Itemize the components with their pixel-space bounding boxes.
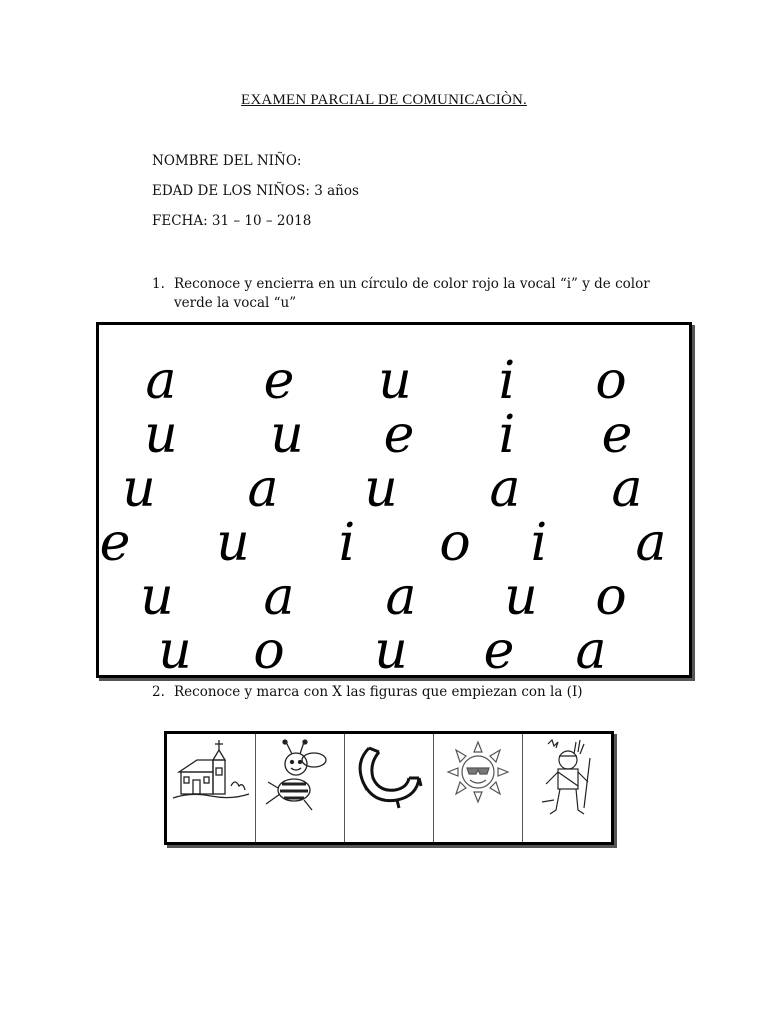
vowel-letter[interactable]: u	[216, 513, 250, 573]
question-2-text: Reconoce y marca con X las figuras que empiezan con la (I)	[174, 684, 583, 700]
vowel-letter[interactable]: o	[253, 621, 285, 681]
vowel-letter[interactable]: u	[504, 567, 538, 627]
figure-strip	[164, 731, 614, 845]
figure-cell-sun[interactable]	[434, 734, 523, 842]
vowel-letter[interactable]: o	[439, 513, 471, 573]
vowel-letter[interactable]: u	[364, 459, 398, 519]
question-1-number: 1.	[152, 276, 165, 292]
vowel-letter[interactable]: i	[530, 513, 548, 573]
question-2-number: 2.	[152, 684, 165, 700]
vowel-grid	[96, 322, 692, 681]
figure-cell-native[interactable]	[523, 734, 611, 842]
vowel-letter[interactable]: o	[595, 351, 627, 411]
vowel-letter[interactable]: u	[144, 405, 178, 465]
vowel-letter[interactable]: a	[611, 459, 643, 519]
age-label: EDAD DE LOS NIÑOS: 3 años	[152, 183, 359, 199]
vowel-letter[interactable]: e	[263, 351, 295, 411]
figure-cell-church[interactable]	[167, 734, 256, 842]
vowel-letter[interactable]: e	[99, 513, 131, 573]
vowel-letter[interactable]: a	[145, 351, 177, 411]
church-icon	[171, 738, 251, 802]
bee-icon	[260, 738, 340, 814]
vowel-letter[interactable]: a	[263, 567, 295, 627]
question-1-line-1: Reconoce y encierra en un círculo de color rojo la vocal “i” y de color	[174, 276, 650, 292]
vowel-letter[interactable]: a	[247, 459, 279, 519]
child-name-label: NOMBRE DEL NIÑO:	[152, 153, 302, 169]
vowel-letter[interactable]: a	[635, 513, 667, 573]
figure-cell-bee[interactable]	[256, 734, 345, 842]
figure-cell-magnet[interactable]	[345, 734, 434, 842]
vowel-letter[interactable]: u	[270, 405, 304, 465]
vowel-letter[interactable]: u	[122, 459, 156, 519]
vowel-letter[interactable]: i	[498, 405, 516, 465]
vowel-letter[interactable]: o	[595, 567, 627, 627]
vowel-letter[interactable]: a	[385, 567, 417, 627]
question-1	[152, 275, 650, 313]
vowel-letter[interactable]: e	[601, 405, 633, 465]
native-figure-icon	[532, 738, 602, 828]
vowel-letter[interactable]: a	[489, 459, 521, 519]
magnet-icon	[349, 738, 429, 810]
question-1-line-2: verde la vocal “u”	[174, 295, 297, 311]
vowel-letter[interactable]: i	[338, 513, 356, 573]
date-label: FECHA: 31 – 10 – 2018	[152, 213, 312, 229]
exam-title: EXAMEN PARCIAL DE COMUNICACIÒN.	[241, 92, 527, 108]
vowel-letter[interactable]: a	[575, 621, 607, 681]
vowel-letter[interactable]: u	[140, 567, 174, 627]
vowel-letter[interactable]: e	[483, 621, 515, 681]
vowel-letter[interactable]: i	[498, 351, 516, 411]
vowel-letter[interactable]: e	[383, 405, 415, 465]
vowel-letter[interactable]: u	[374, 621, 408, 681]
vowel-letter[interactable]: u	[378, 351, 412, 411]
question-2	[152, 683, 583, 702]
vowel-letter[interactable]: u	[158, 621, 192, 681]
sun-icon	[440, 738, 516, 808]
